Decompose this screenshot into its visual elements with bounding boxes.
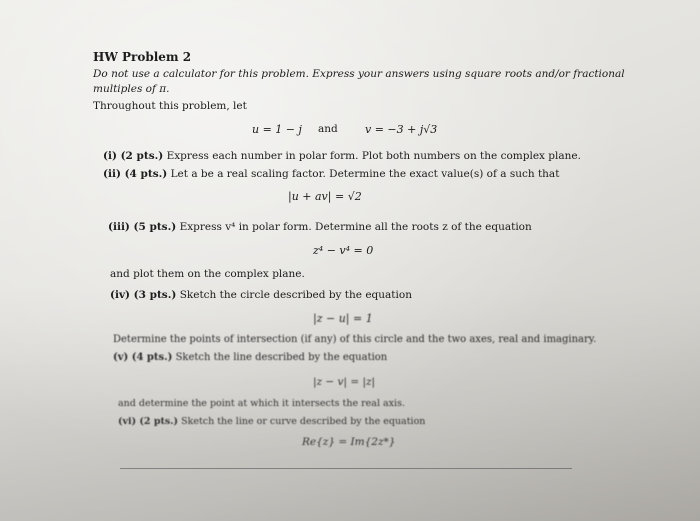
problem-title: HW Problem 2 (93, 50, 192, 64)
bottom-rule (120, 468, 572, 469)
part-i-label: (i) (2 pts.) (103, 150, 164, 162)
part-vi-text: Sketch the line or curve described by the equation (181, 416, 426, 427)
part-iv-label: (iv) (3 pts.) (110, 289, 177, 301)
part-ii-equation: |u + av| = √2 (288, 190, 362, 203)
part-i-text: Express each number in polar form. Plot both numbers on the complex plane. (166, 150, 581, 162)
part-iv-text: Sketch the circle described by the equation (179, 289, 412, 301)
part-iii-equation: z⁴ − v⁴ = 0 (313, 244, 374, 257)
part-iv (110, 289, 412, 301)
part-ii-label: (ii) (4 pts.) (103, 168, 168, 180)
part-v-label: (v) (4 pts.) (113, 352, 173, 363)
part-iii-after: and plot them on the complex plane. (110, 268, 305, 280)
part-v-equation: |z − v| = |z| (313, 376, 376, 388)
part-iv-equation: |z − u| = 1 (313, 312, 373, 325)
and-word: and (318, 123, 338, 135)
part-ii (103, 168, 559, 180)
part-vi-label: (vi) (2 pts.) (118, 416, 179, 427)
intro-text: Throughout this problem, let (93, 100, 247, 112)
part-v-text: Sketch the line described by the equation (175, 352, 388, 363)
part-iii-label: (iii) (5 pts.) (108, 221, 177, 233)
instructions-line-2: multiples of π. (93, 83, 170, 95)
v-definition: v = −3 + j√3 (365, 123, 438, 136)
part-iii (108, 221, 532, 233)
part-iv-after: Determine the points of intersection (if any) of this circle and the two axes, real and imaginary. (113, 334, 597, 345)
u-definition: u = 1 − j (252, 123, 302, 136)
part-ii-text: Let a be a real scaling factor. Determine the exact value(s) of a such that (170, 168, 560, 180)
part-vi (118, 416, 425, 427)
instructions-line-1: Do not use a calculator for this problem. Express your answers using square roots and/or fractional (93, 68, 625, 80)
part-vi-equation: Re{z} = Im{2z*} (302, 436, 396, 448)
part-i (103, 150, 581, 162)
part-v-after: and determine the point at which it intersects the real axis. (118, 398, 405, 409)
part-iii-text: Express v⁴ in polar form. Determine all the roots z of the equation (179, 221, 532, 233)
part-v (113, 352, 387, 363)
